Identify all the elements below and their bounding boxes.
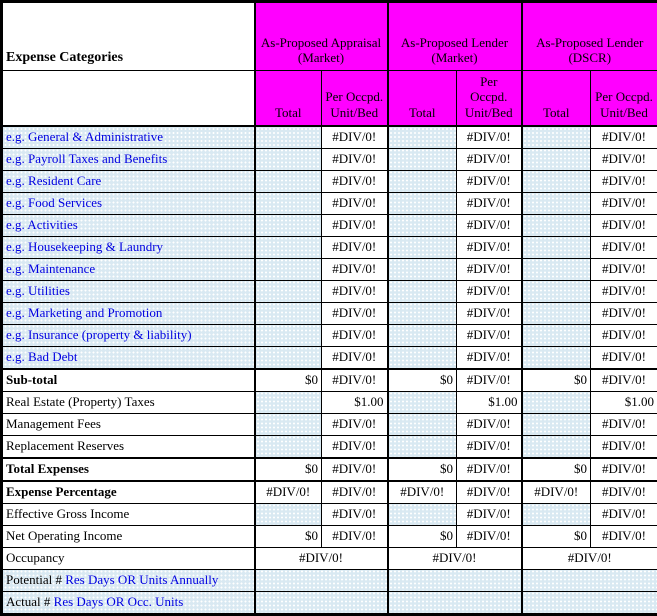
cell-per-unit: #DIV/0! (322, 236, 388, 258)
cell-per-unit: #DIV/0! (322, 525, 388, 547)
cell-per-unit: #DIV/0! (591, 170, 657, 192)
row-label[interactable]: e.g. Insurance (property & liability) (2, 324, 255, 346)
cell-per-unit: #DIV/0! (457, 435, 522, 458)
cell-total[interactable] (388, 170, 457, 192)
cell-per-unit: #DIV/0! (457, 481, 522, 504)
cell-per-unit: #DIV/0! (591, 413, 657, 435)
cell-per-unit: #DIV/0! (591, 214, 657, 236)
table-row (2, 547, 657, 569)
group-header-row (2, 2, 657, 71)
per-unit-column-header: Per Occpd. Unit/Bed (591, 71, 657, 126)
cell-total[interactable] (522, 170, 591, 192)
cell-total[interactable] (255, 214, 322, 236)
row-label-prefix: Actual # (6, 594, 54, 609)
cell-per-unit: #DIV/0! (591, 258, 657, 280)
cell-total: #DIV/0! (522, 481, 591, 504)
table-row (2, 569, 657, 591)
cell-merged[interactable] (388, 569, 522, 591)
cell-per-unit: #DIV/0! (322, 148, 388, 170)
cell-per-unit: #DIV/0! (322, 302, 388, 324)
table-row (2, 214, 657, 236)
table-row (2, 258, 657, 280)
cell-per-unit: #DIV/0! (457, 258, 522, 280)
cell-per-unit: #DIV/0! (591, 503, 657, 525)
column-group-header-lender-dscr: As-Proposed Lender (DSCR) (522, 2, 657, 71)
cell-total[interactable] (522, 148, 591, 170)
cell-per-unit: #DIV/0! (322, 481, 388, 504)
row-label-link: Res Days OR Occ. Units (54, 594, 184, 609)
row-label: Net Operating Income (2, 525, 255, 547)
table-row (2, 192, 657, 214)
table-row (2, 435, 657, 458)
table-row (2, 148, 657, 170)
row-label-link: Res Days OR Units Annually (65, 572, 218, 587)
cell-per-unit: $1.00 (457, 391, 522, 413)
cell-per-unit: #DIV/0! (457, 503, 522, 525)
row-label[interactable]: e.g. Payroll Taxes and Benefits (2, 148, 255, 170)
cell-per-unit: #DIV/0! (591, 324, 657, 346)
cell-total[interactable] (388, 258, 457, 280)
total-column-header: Total (255, 71, 322, 126)
cell-total[interactable] (522, 346, 591, 369)
cell-total[interactable] (255, 346, 322, 369)
cell-per-unit: #DIV/0! (591, 525, 657, 547)
total-column-header: Total (388, 71, 457, 126)
cell-total[interactable] (255, 435, 322, 458)
cell-per-unit: #DIV/0! (591, 346, 657, 369)
cell-per-unit: #DIV/0! (322, 126, 388, 149)
cell-merged: #DIV/0! (255, 547, 388, 569)
row-label[interactable]: e.g. Utilities (2, 280, 255, 302)
cell-total: $0 (522, 458, 591, 481)
cell-total[interactable] (522, 435, 591, 458)
cell-total: $0 (388, 458, 457, 481)
cell-total[interactable] (255, 391, 322, 413)
cell-total: $0 (522, 525, 591, 547)
cell-per-unit: #DIV/0! (322, 214, 388, 236)
cell-total: $0 (255, 458, 322, 481)
cell-total[interactable] (522, 302, 591, 324)
table-row (2, 503, 657, 525)
cell-total[interactable] (255, 236, 322, 258)
cell-merged[interactable] (255, 569, 388, 591)
row-label: Sub-total (2, 369, 255, 392)
cell-total[interactable] (388, 192, 457, 214)
table-row (2, 126, 657, 149)
per-unit-column-header: Per Occpd. Unit/Bed (457, 71, 522, 126)
cell-total[interactable] (522, 236, 591, 258)
table-row (2, 391, 657, 413)
table-row (2, 236, 657, 258)
cell-per-unit: #DIV/0! (322, 503, 388, 525)
cell-total[interactable] (255, 302, 322, 324)
cell-per-unit: #DIV/0! (591, 236, 657, 258)
total-column-header: Total (522, 71, 591, 126)
cell-total[interactable] (255, 148, 322, 170)
table-row (2, 280, 657, 302)
row-label[interactable]: e.g. Food Services (2, 192, 255, 214)
cell-total[interactable] (522, 214, 591, 236)
cell-total[interactable] (388, 302, 457, 324)
cell-per-unit: #DIV/0! (457, 148, 522, 170)
cell-total[interactable] (388, 126, 457, 149)
cell-per-unit: #DIV/0! (591, 280, 657, 302)
cell-total[interactable] (388, 236, 457, 258)
expense-categories-header: Expense Categories (2, 2, 255, 71)
cell-per-unit: #DIV/0! (457, 170, 522, 192)
row-label: Effective Gross Income (2, 503, 255, 525)
cell-per-unit: #DIV/0! (457, 280, 522, 302)
sub-header-row (2, 71, 657, 126)
cell-total[interactable] (255, 280, 322, 302)
cell-total[interactable] (388, 413, 457, 435)
cell-total: #DIV/0! (255, 481, 322, 504)
cell-per-unit: #DIV/0! (322, 324, 388, 346)
cell-total[interactable] (522, 280, 591, 302)
row-label[interactable]: e.g. General & Administrative (2, 126, 255, 149)
row-label[interactable]: e.g. Housekeeping & Laundry (2, 236, 255, 258)
cell-per-unit: #DIV/0! (591, 148, 657, 170)
cell-per-unit: #DIV/0! (322, 346, 388, 369)
table-row (2, 458, 657, 481)
row-label[interactable] (2, 591, 255, 614)
table-row (2, 170, 657, 192)
row-label[interactable]: e.g. Marketing and Promotion (2, 302, 255, 324)
cell-total[interactable] (255, 503, 322, 525)
row-label[interactable]: e.g. Resident Care (2, 170, 255, 192)
cell-total: $0 (388, 369, 457, 392)
cell-total[interactable] (522, 126, 591, 149)
cell-total[interactable] (522, 413, 591, 435)
cell-per-unit: #DIV/0! (322, 170, 388, 192)
cell-total[interactable] (522, 258, 591, 280)
table-row (2, 346, 657, 369)
cell-per-unit: #DIV/0! (322, 458, 388, 481)
column-group-header-appraisal-market: As-Proposed Appraisal (Market) (255, 2, 388, 71)
cell-per-unit: #DIV/0! (457, 525, 522, 547)
row-label: Management Fees (2, 413, 255, 435)
cell-per-unit: #DIV/0! (457, 346, 522, 369)
row-label[interactable]: e.g. Bad Debt (2, 346, 255, 369)
cell-per-unit: #DIV/0! (322, 280, 388, 302)
row-label: Real Estate (Property) Taxes (2, 391, 255, 413)
table-row (2, 525, 657, 547)
row-label: Total Expenses (2, 458, 255, 481)
cell-per-unit: #DIV/0! (591, 435, 657, 458)
cell-per-unit: #DIV/0! (322, 258, 388, 280)
cell-per-unit: #DIV/0! (591, 126, 657, 149)
cell-total[interactable] (388, 435, 457, 458)
table-row (2, 324, 657, 346)
cell-total[interactable] (388, 346, 457, 369)
cell-total[interactable] (522, 192, 591, 214)
cell-total[interactable] (255, 324, 322, 346)
cell-per-unit: #DIV/0! (457, 236, 522, 258)
row-label[interactable] (2, 569, 255, 591)
cell-per-unit: #DIV/0! (322, 192, 388, 214)
cell-per-unit: #DIV/0! (457, 126, 522, 149)
cell-per-unit: #DIV/0! (322, 369, 388, 392)
cell-merged: #DIV/0! (522, 547, 657, 569)
cell-per-unit: #DIV/0! (457, 458, 522, 481)
cell-merged[interactable] (255, 591, 388, 614)
cell-per-unit: #DIV/0! (457, 413, 522, 435)
table-row (2, 591, 657, 614)
cell-total[interactable] (255, 126, 322, 149)
cell-total[interactable] (522, 391, 591, 413)
cell-total: $0 (388, 525, 457, 547)
cell-per-unit: #DIV/0! (457, 302, 522, 324)
table-row (2, 481, 657, 504)
cell-per-unit: #DIV/0! (457, 324, 522, 346)
cell-per-unit: #DIV/0! (591, 192, 657, 214)
cell-total[interactable] (388, 148, 457, 170)
cell-per-unit: $1.00 (322, 391, 388, 413)
cell-total: $0 (255, 369, 322, 392)
cell-total: $0 (522, 369, 591, 392)
table-row (2, 413, 657, 435)
table-body (2, 126, 657, 615)
blank-header-cell (2, 71, 255, 126)
cell-per-unit: #DIV/0! (322, 435, 388, 458)
cell-total[interactable] (388, 280, 457, 302)
cell-per-unit: #DIV/0! (457, 192, 522, 214)
row-label[interactable]: e.g. Maintenance (2, 258, 255, 280)
cell-merged[interactable] (388, 591, 522, 614)
row-label: Expense Percentage (2, 481, 255, 504)
cell-per-unit: #DIV/0! (591, 481, 657, 504)
cell-per-unit: #DIV/0! (457, 369, 522, 392)
cell-per-unit: $1.00 (591, 391, 657, 413)
cell-total[interactable] (255, 258, 322, 280)
column-group-header-lender-market: As-Proposed Lender (Market) (388, 2, 522, 71)
cell-total: $0 (255, 525, 322, 547)
per-unit-column-header: Per Occpd. Unit/Bed (322, 71, 388, 126)
row-label: Occupancy (2, 547, 255, 569)
row-label-prefix: Potential # (6, 572, 65, 587)
table-row (2, 302, 657, 324)
cell-total[interactable] (388, 214, 457, 236)
cell-total[interactable] (522, 503, 591, 525)
cell-total[interactable] (388, 503, 457, 525)
cell-merged[interactable] (522, 569, 657, 591)
row-label: Replacement Reserves (2, 435, 255, 458)
cell-merged: #DIV/0! (388, 547, 522, 569)
cell-total[interactable] (522, 324, 591, 346)
cell-per-unit: #DIV/0! (591, 302, 657, 324)
cell-merged[interactable] (522, 591, 657, 614)
cell-per-unit: #DIV/0! (457, 214, 522, 236)
cell-total: #DIV/0! (388, 481, 457, 504)
cell-total[interactable] (255, 170, 322, 192)
cell-total[interactable] (388, 324, 457, 346)
cell-total[interactable] (255, 192, 322, 214)
cell-total[interactable] (388, 391, 457, 413)
cell-per-unit: #DIV/0! (322, 413, 388, 435)
cell-per-unit: #DIV/0! (591, 458, 657, 481)
table-row (2, 369, 657, 392)
row-label[interactable]: e.g. Activities (2, 214, 255, 236)
cell-total[interactable] (255, 413, 322, 435)
cell-per-unit: #DIV/0! (591, 369, 657, 392)
